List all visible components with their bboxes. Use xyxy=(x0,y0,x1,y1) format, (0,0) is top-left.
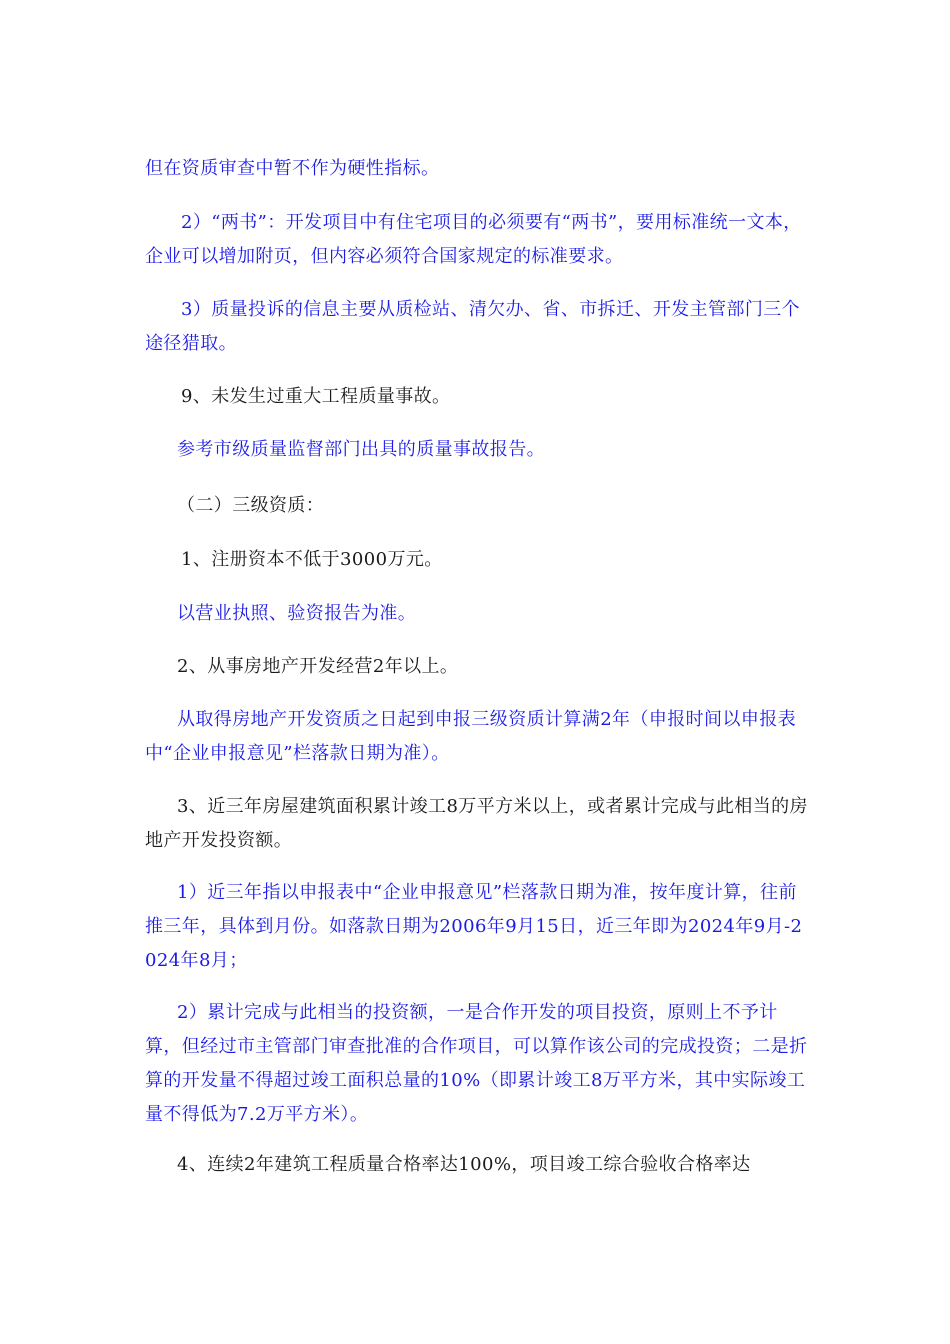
paragraph-2: 2）“两书”：开发项目中有住宅项目的必须要有“两书”，要用标准统一文本，企业可以增加附页，但内容必须符合国家规定的标准要求。 xyxy=(145,212,802,267)
paragraph-14: 4、连续2年建筑工程质量合格率达100%，项目竣工综合验收合格率达 xyxy=(177,1154,751,1175)
paragraph-9: 2、从事房地产开发经营2年以上。 xyxy=(177,656,459,677)
paragraph-11: 3、近三年房屋建筑面积累计竣工8万平方米以上，或者累计完成与此相当的房地产开发投资额。 xyxy=(145,796,808,851)
paragraph-7: 1、注册资本不低于3000万元。 xyxy=(181,549,443,570)
paragraph-10: 从取得房地产开发资质之日起到申报三级资质计算满2年（申报时间以申报表中“企业申报意见”栏落款日期为准）。 xyxy=(145,709,797,764)
paragraph-3: 3）质量投诉的信息主要从质检站、清欠办、省、市拆迁、开发主管部门三个途径猎取。 xyxy=(145,299,801,354)
paragraph-1: 但在资质审查中暂不作为硬性指标。 xyxy=(145,158,440,179)
paragraph-12: 1）近三年指以申报表中“企业申报意见”栏落款日期为准，按年度计算，往前推三年，具体到月份。如落款日期为2006年9月15日，近三年即为2024年9月-2024年8月； xyxy=(145,882,803,971)
paragraph-5: 参考市级质量监督部门出具的质量事故报告。 xyxy=(177,439,545,460)
paragraph-13: 2）累计完成与此相当的投资额，一是合作开发的项目投资，原则上不予计算，但经过市主管部门审查批准的合作项目，可以算作该公司的完成投资；二是折算的开发量不得超过竣工面积总量的10%（即累计竣工8万平方米，其中实际竣工量不得低为7.2万平方米）。 xyxy=(145,1002,808,1125)
paragraph-6: （二）三级资质： xyxy=(177,495,325,516)
paragraph-4: 9、未发生过重大工程质量事故。 xyxy=(181,386,451,407)
paragraph-8: 以营业执照、验资报告为准。 xyxy=(177,603,417,624)
